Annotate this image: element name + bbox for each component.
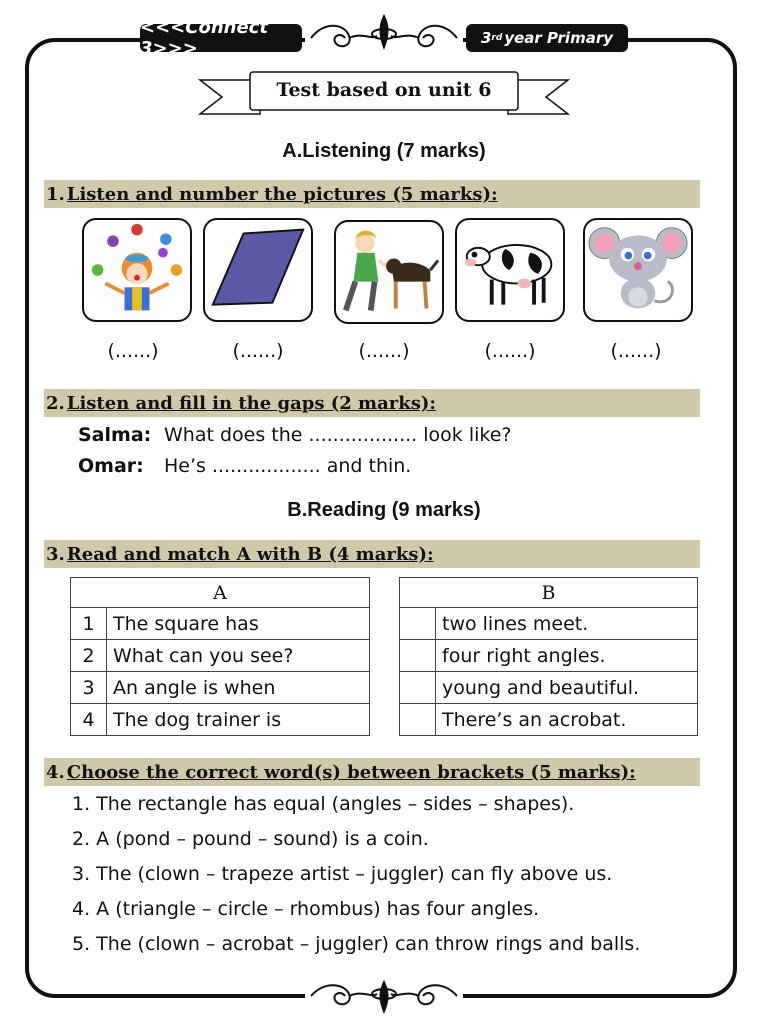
question-3-number: 3. (46, 543, 65, 565)
reading-section-title: B.Reading (9 marks) (287, 499, 481, 521)
table-row (400, 672, 698, 704)
grade-number: 3 (480, 29, 492, 47)
choice-item-4: 4. A (triangle – circle – rhombus) has four angles. (72, 898, 540, 920)
book-badge: <<<Connect 3>>> (140, 24, 302, 52)
column-b-header: B (400, 578, 698, 608)
row-text: An angle is when (107, 672, 370, 704)
question-4-number: 4. (46, 761, 65, 783)
question-2-heading (44, 389, 700, 417)
test-title: Test based on unit 6 (276, 79, 492, 101)
picture-2-answer[interactable]: (......) (232, 340, 284, 362)
row-text: The dog trainer is (107, 704, 370, 736)
table-row (71, 704, 370, 736)
picture-1-answer[interactable]: (......) (107, 340, 159, 362)
table-row (400, 704, 698, 736)
table-row (400, 608, 698, 640)
dialogue-text-1: What does the .................. look like? (164, 424, 512, 446)
row-number: 4 (71, 704, 107, 736)
table-row (400, 640, 698, 672)
dog-trainer-picture (334, 220, 444, 324)
cow-picture (455, 218, 565, 322)
rhombus-picture (203, 218, 313, 322)
question-4-text: Choose the correct word(s) between brackets (5 marks): (66, 761, 636, 783)
choice-item-5: 5. The (clown – acrobat – juggler) can throw rings and balls. (72, 933, 641, 955)
speaker-omar: Omar: (78, 455, 144, 477)
answer-box[interactable] (400, 704, 436, 736)
match-table-b (399, 577, 698, 736)
picture-4-answer[interactable]: (......) (484, 340, 536, 362)
listening-section-title: A.Listening (7 marks) (282, 140, 486, 162)
bottom-ornament-icon (305, 978, 463, 1018)
choice-item-3: 3. The (clown – trapeze artist – juggler) can fly above us. (72, 863, 613, 885)
row-number: 2 (71, 640, 107, 672)
question-3-heading (44, 540, 700, 568)
question-2-text: Listen and fill in the gaps (2 marks): (66, 392, 436, 414)
clown-juggler-picture (82, 218, 192, 322)
answer-box[interactable] (400, 672, 436, 704)
row-text: The square has (107, 608, 370, 640)
grade-badge (466, 24, 628, 52)
column-a-header: A (71, 578, 370, 608)
answer-box[interactable] (400, 640, 436, 672)
picture-5-answer[interactable]: (......) (610, 340, 662, 362)
match-table-a (70, 577, 370, 736)
speaker-salma: Salma: (78, 424, 152, 446)
dialogue-text-2: He’s .................. and thin. (164, 455, 412, 477)
question-1-text: Listen and number the pictures (5 marks): (66, 183, 498, 205)
dialogue-line-1 (78, 424, 511, 446)
question-1-heading (44, 180, 700, 208)
choice-item-2: 2. A (pond – pound – sound) is a coin. (72, 828, 429, 850)
row-number: 3 (71, 672, 107, 704)
row-text: There’s an acrobat. (436, 704, 698, 736)
row-text: What can you see? (107, 640, 370, 672)
row-text: two lines meet. (436, 608, 698, 640)
table-row (71, 640, 370, 672)
question-2-number: 2. (46, 392, 65, 414)
mouse-picture (583, 218, 693, 322)
dialogue-line-2 (78, 455, 411, 477)
question-3-text: Read and match A with B (4 marks): (66, 543, 434, 565)
question-4-heading (44, 758, 700, 786)
picture-3-answer[interactable]: (......) (358, 340, 410, 362)
grade-suffix: rd (491, 33, 503, 43)
row-text: four right angles. (436, 640, 698, 672)
answer-box[interactable] (400, 608, 436, 640)
grade-text: year Primary (504, 29, 614, 47)
row-number: 1 (71, 608, 107, 640)
table-row (71, 672, 370, 704)
choice-item-1: 1. The rectangle has equal (angles – sides – shapes). (72, 793, 575, 815)
top-ornament-icon (305, 10, 463, 54)
question-1-number: 1. (46, 183, 65, 205)
table-row (71, 608, 370, 640)
row-text: young and beautiful. (436, 672, 698, 704)
